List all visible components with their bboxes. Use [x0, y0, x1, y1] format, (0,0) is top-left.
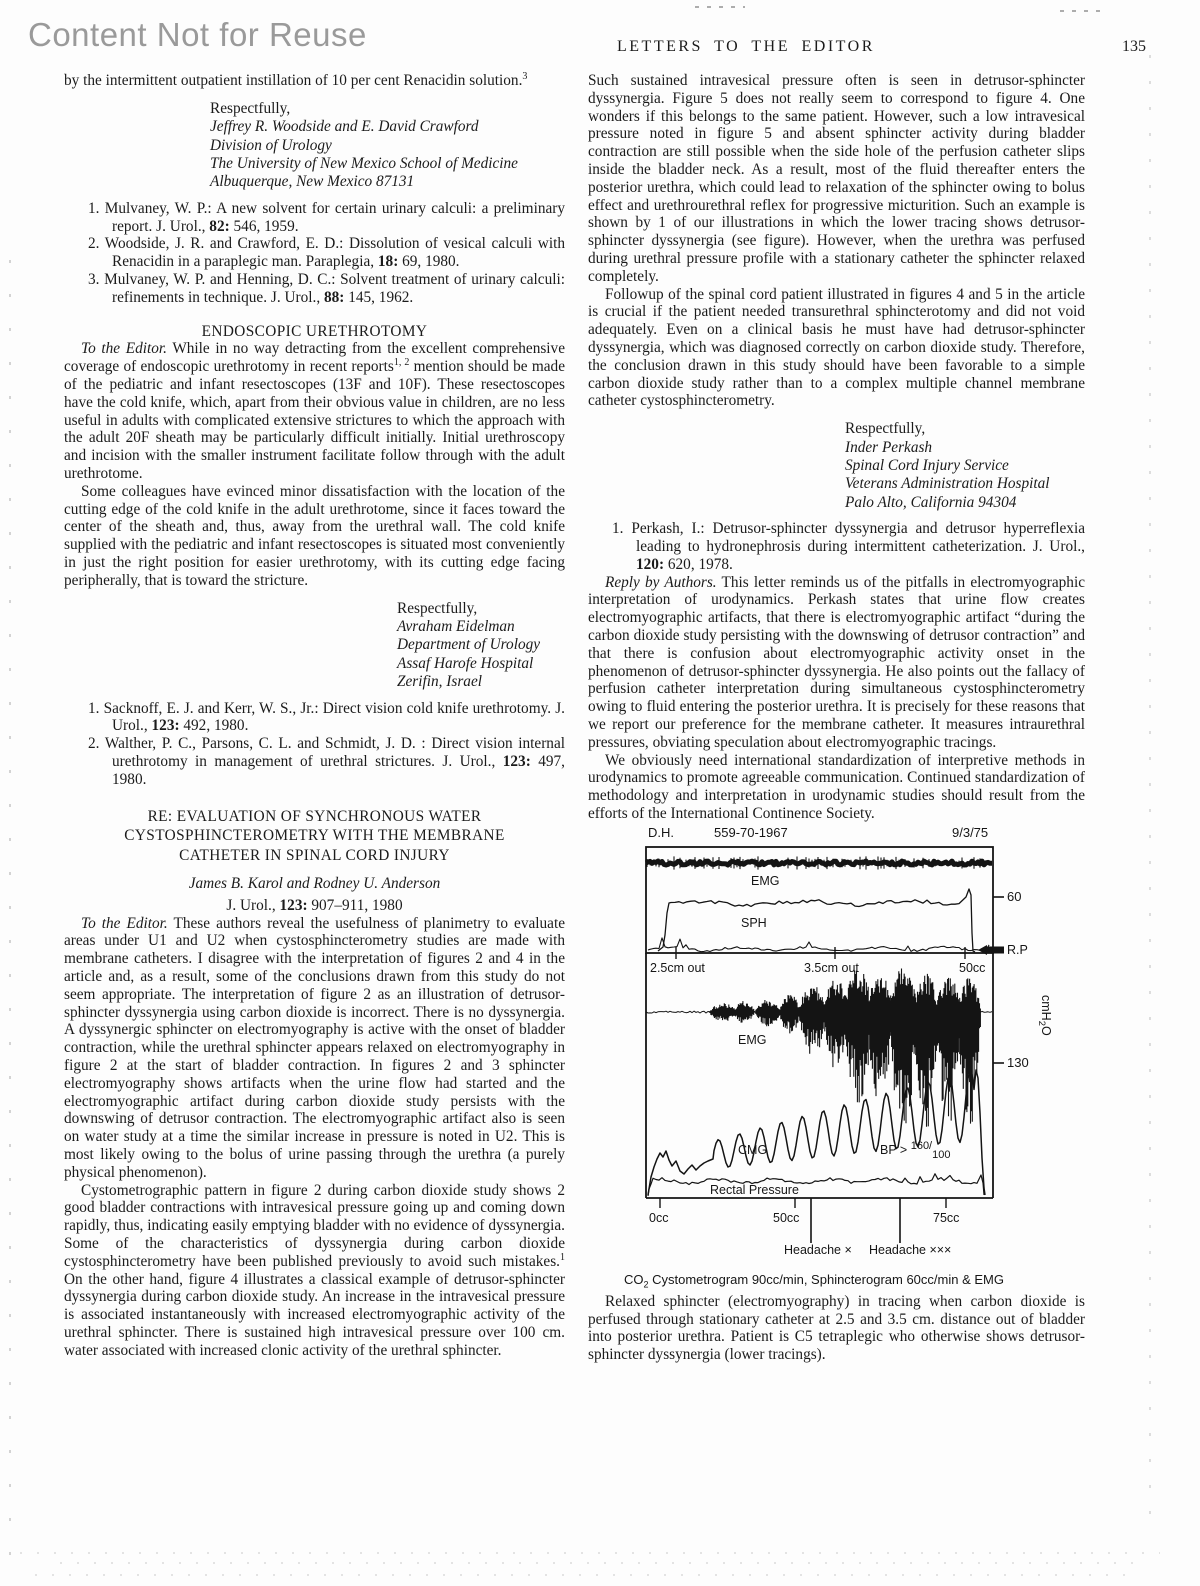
letter-paragraph: Followup of the spinal cord patient illustrated in figures 4 and 5 in the article is crucial if the patient needed transurethral sphincterotomy and did not void adequately. Even on a clinical basis he must have had detrusor-sphincter dyssynergia, which was diagnosed correctly on carbon dioxide study. Therefore, the conclusion drawn in this study should have been favorable to a simple carbon dioxide study rather than to a complex multiple channel membrane catheter cystosphincterometry.: [588, 285, 1085, 410]
signature-line: Veterans Administration Hospital: [845, 475, 1050, 493]
footnote-marker: 1, 2: [393, 357, 410, 369]
volume-axis-ticks: [660, 1198, 946, 1208]
signature-line: Zerifin, Israel: [397, 673, 482, 691]
watermark: Content Not for Reuse: [28, 16, 367, 53]
signature-block-perkash: [588, 420, 1085, 512]
trace: [648, 1174, 984, 1196]
tracing-chart: [618, 823, 1084, 1265]
lower-panel-border: [646, 953, 993, 1198]
pressure-unit-label: cmH$_2$O: [1036, 994, 1053, 1036]
reference-list: [64, 700, 565, 789]
letter-paragraph: Cystometrographic pattern in figure 2 during carbon dioxide study shows 2 good bladder contractions with intravesical pressure going up and coming down rapidly, thus, indicating easily emptying bladder with no evidence of dyssynergia. Some of the characteristics of dyssynergia during carbon dioxide cystosphincterometry have been published previously to avoid such mistakes.$^1$ On the other hand, figure 4 illustrates a classical example of detrusor-sphincter dyssynergia during carbon dioxide study. An increase in the intravesical pressure is associated instantaneously with increased electromyographic activity of the urethral sphincter. There is sustained high intravesical pressure over 100 cm. water associated with increased clonic activity of the urethral sphincter.: [64, 1181, 565, 1359]
article-citation: J. Urol., 123: 907–911, 1980: [226, 896, 403, 914]
tick-label-0cc: 0cc: [649, 1210, 669, 1225]
reference-item: 1. Perkash, I.: Detrusor-sphincter dyssynergia and detrusor hyperreflexia leading to hydronephrosis during intermittent catheterization. J. Urol., 120: 620, 1978.: [612, 520, 1085, 573]
figure-legend-paragraph: Relaxed sphincter (electromyography) in tracing when carbon dioxide is perfused through stationary catheter at 2.5 and 3.5 cm. distance out of bladder into posterior urethra. Patient is C5 tetraplegic who otherwise shows detrusor-sphincter dyssynergia (lower tracings).: [588, 1292, 1085, 1364]
study-date: 9/3/75: [952, 824, 989, 840]
trace: [648, 938, 989, 952]
reference-item: 3. Mulvaney, W. P. and Henning, D. C.: Solvent treatment of urinary calculi: refinements in technique. J. Urol., 88: 145, 1962.: [88, 271, 565, 306]
letter-paragraph: Such sustained intravesical pressure often is seen in detrusor-sphincter dyssynergia. Figure 5 does not really seem to correspond to figure 4. One wonders if this belongs to the same patient. However, such a low intravesical pressure noted in figure 5 and absent sphincter activity during bladder contraction are still possible when the side hole of the perfusion catheter slips inside the bladder neck. As a result, most of the fluid thereafter enters the posterior urethra, which could lead to relaxation of the sphincter owing to bolus effect and urethrourethral reflex for progressive micturition. Such an example is shown by 1 of our illustrations in which the lower tracing shows detrusor-sphincter dyssynergia (see figure). However, when the urethra was perfused during urethral pressure profile with a stationary catheter the sphincter relaxed completely.: [588, 72, 1085, 285]
reference-item: 2. Walther, P. C., Parsons, C. L. and Schmidt, J. D. : Direct vision internal urethrotomy in management of urethral strictures. J. Urol., 123: 497, 1980.: [88, 735, 565, 788]
record-number: 559-70-1967: [714, 824, 788, 840]
reference-item: 1. Sacknoff, E. J. and Kerr, W. S., Jr.: Direct vision cold knife urethrotomy. J. Urol., 123: 492, 1980.: [88, 699, 565, 735]
tick-label-75cc: 75cc: [933, 1210, 960, 1225]
scan-artifact: [20, 1552, 1160, 1554]
patient-initials: D.H.: [648, 824, 674, 840]
scan-artifact: [1060, 10, 1106, 12]
reference-item: 2. Woodside, J. R. and Crawford, E. D.: Dissolution of vesical calculi with Renacidin in a paraplegic man. Paraplegia, 18: 69, 1980.: [88, 235, 565, 271]
signature-line: The University of New Mexico School of Medicine: [210, 155, 518, 173]
sph-label: SPH: [741, 915, 767, 930]
tick-label-25cm: 2.5cm out: [650, 960, 705, 975]
signature-line: Inder Perkash: [845, 438, 933, 456]
signature-block-woodside: [64, 100, 565, 192]
trace: [709, 968, 980, 1126]
signature-line: Avraham Eidelman: [397, 617, 515, 635]
signature-salute: Respectfully,: [845, 420, 926, 438]
signature-line: Division of Urology: [210, 136, 332, 154]
signature-line: Assaf Harofe Hospital: [397, 654, 534, 672]
reference-list: [588, 520, 1085, 573]
cystometrogram-figure: [588, 823, 1085, 1293]
letter-paragraph: To the Editor. These authors reveal the usefulness of planimetry to evaluate areas under U1 and U2 when cystosphincterometry studies are made with membrane catheters. I disagree with the interpretation of figures 2 and 4 in the article and, as a result, some of the conclusions drawn from this study do not seem appropriate. The interpretation of figure 2 as an illustration of detrusor-sphincter dyssynergia using carbon dioxide is incorrect. There is no dyssynergia. A dyssynergic sphincter on electromyography is active with the onset of bladder contraction, while the urethral sphincter appears relaxed on electromyography in figure 2 at the start of bladder contraction. In figures 2 and 3 sphincter electromyography shows artifacts when the urine flow had started and the electromyographic artifact during carbon dioxide study persists with the downswing of detrusor contraction. The electromyographic artifact also is seen on water study at a time the similar increase in pressure is noted in U2. This is most likely owing to the bolus of urine passing through the urethra (a purely physical phenomenon).: [64, 914, 566, 1181]
rp-label: R.P: [1007, 942, 1028, 957]
signature-salute: Respectfully,: [210, 99, 291, 117]
left-column: [64, 72, 565, 1360]
figure-caption: $CO_2$ Cystometrogram 90cc/min, Sphincterogram 60cc/min & EMG: [624, 1271, 1004, 1290]
upper-emg-label: EMG: [751, 873, 780, 888]
scan-artifact: [60, 1562, 1140, 1564]
section-heading-re-evaluation: RE: EVALUATION OF SYNCHRONOUS WATER CYSTOSPHINCTEROMETRY WITH THE MEMBRANE CATHETER IN SPINAL CORD INJURY: [124, 807, 505, 864]
reply-paragraph: Reply by Authors. This letter reminds us of the pitfalls in electromyographic interpretation of urodynamics. Perkash states that urine flow creates electromyographic artifacts, that there is electromyographic artifact “during the carbon dioxide study persisting with the downswing of detrusor contraction” and that there is confusion about electromyographic activity onset in the phenomenon of detrusor-sphincter dyssynergia. He also points out the fallacy of perfusion catheter interpretation during simultaneous cystosphincterometry owing to fluid entering the posterior urethra. It is precisely for these reasons that we report our preference for the membrane catheter. It measures intraurethral pressures, obviating speculation about electromyographic tracings.: [588, 573, 1085, 751]
right-column: [588, 72, 1085, 1364]
signature-line: Albuquerque, New Mexico 87131: [210, 173, 415, 191]
lower-emg-label: EMG: [738, 1032, 767, 1047]
event-headache-3: Headache ×××: [869, 1242, 952, 1257]
tick-label-35cm: 3.5cm out: [804, 960, 859, 975]
continuation-paragraph: by the intermittent outpatient instillation of 10 per cent Renacidin solution.$^3$: [64, 70, 528, 89]
reference-list: [64, 200, 565, 307]
article-byline: James B. Karol and Rodney U. Anderson: [188, 875, 441, 893]
trace: [658, 889, 975, 952]
event-marker-lines: [811, 1198, 900, 1243]
scan-artifact-left-margin: [9, 260, 11, 1560]
cmg-label: CMG: [738, 1142, 768, 1157]
reply-paragraph: We obviously need international standardization of interpretive methods in urodynamics to promote agreeable communication. Continued standardization of methodology and interpretation in urodynamic studies should result from the efforts of the International Continence Society.: [588, 751, 1085, 822]
section-heading-endoscopic-urethrotomy: ENDOSCOPIC URETHROTOMY: [201, 322, 428, 340]
signature-salute: Respectfully,: [397, 599, 478, 617]
bp-annotation: BP > 160/100: [880, 1139, 951, 1161]
tick-label-50cc-upper: 50cc: [959, 960, 986, 975]
letter-paragraph: Some colleagues have evinced minor dissatisfaction with the location of the cutting edge of the cold knife in the adult urethrotome, since it faces toward the center of the sheath and, thus, away from the urethral wall. The cold knife supplied with the pediatric and infant resectoscopes is situated most conveniently in just the right position for easier urethrotomy, with its cutting edge facing peripherally, that is toward the stricture.: [64, 482, 565, 589]
signature-line: Department of Urology: [397, 636, 541, 654]
scan-artifact: [35, 1574, 1135, 1576]
trace: [646, 861, 992, 865]
scan-artifact: [695, 6, 745, 8]
footnote-marker: 3: [522, 70, 528, 82]
rectal-pressure-label: Rectal Pressure: [710, 1182, 799, 1197]
footnote-marker: 1: [560, 1251, 565, 1263]
letter-paragraph: To the Editor. While in no way detracting from the excellent comprehensive coverage of endoscopic urethrotomy in recent reports$^{1, 2}$ mention should be made of the pediatric and infant resectoscopes (13F and 10F). These resectoscopes have the cold knife, which, apart from their obvious value in children, are no less useful in adults with complicated extensive strictures to which the approach with the adult 20F sheath may be particularly difficult initially. Initial urethroscopy and incision with the smaller instrument facilitate follow through with the adult urethrotome.: [64, 340, 565, 482]
signature-line: Palo Alto, California 94304: [845, 493, 1017, 511]
page-number: 135: [1122, 38, 1146, 55]
running-head: LETTERS TO THE EDITOR: [617, 38, 875, 55]
signature-block-eidelman: [64, 600, 565, 692]
reference-item: 1. Mulvaney, W. P.: A new solvent for certain urinary calculi: a preliminary report. J. Urol., 82: 546, 1959.: [88, 199, 565, 235]
pressure-130-label: 130: [1007, 1054, 1029, 1070]
event-headache-1: Headache ×: [784, 1242, 852, 1257]
signature-line: Jeffrey R. Woodside and E. David Crawford: [210, 118, 479, 136]
scan-artifact-right-margin: [1149, 55, 1151, 1535]
signature-line: Spinal Cord Injury Service: [845, 456, 1009, 474]
tick-label-50cc: 50cc: [773, 1210, 800, 1225]
pressure-60-label: 60: [1007, 888, 1022, 904]
